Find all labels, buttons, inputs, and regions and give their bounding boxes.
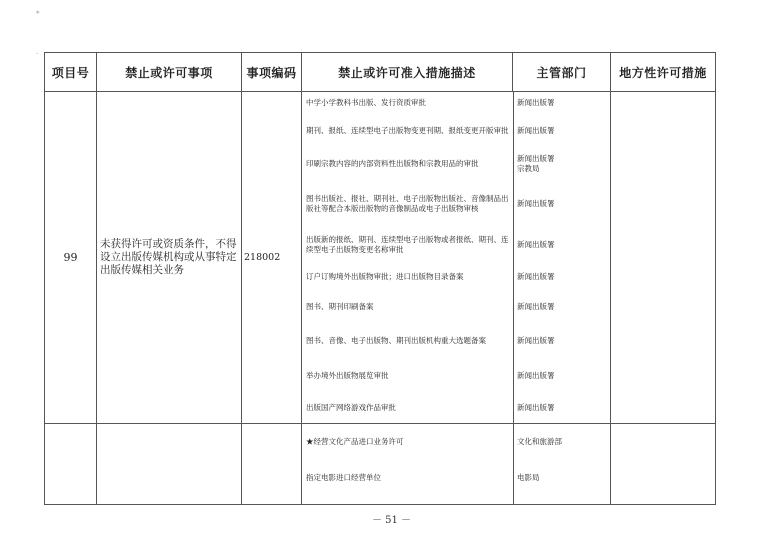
measure-dept: 新闻出版署 — [517, 302, 555, 311]
measure-dept: 电影局 — [517, 473, 540, 482]
measure-row — [302, 147, 610, 181]
measure-dept: 新闻出版署 — [517, 272, 555, 281]
measure-row — [302, 359, 610, 393]
measure-dept: 新闻出版署 — [517, 125, 555, 135]
item-description: 未获得许可或资质条件，不得设立出版传媒机构或从事特定出版传媒相关业务 — [97, 92, 242, 424]
measure-desc: 中学小学教科书出版、发行资质审批 — [306, 98, 426, 107]
local-measures-cell — [611, 92, 716, 424]
measure-dept: 新闻出版署 — [517, 403, 555, 412]
measure-row — [302, 460, 610, 496]
local-measures-cell — [611, 424, 716, 505]
table-row — [45, 92, 716, 424]
measure-desc: 举办境外出版物展览审批 — [306, 371, 389, 380]
measure-dept: 新闻出版署 — [517, 335, 555, 345]
measure-desc: 图书、期刊印刷备案 — [306, 302, 374, 311]
scan-mark: · — [36, 50, 39, 58]
header-department: 主管部门 — [513, 53, 611, 92]
measure-row — [302, 393, 610, 423]
measure-row — [302, 262, 610, 292]
header-measures: 禁止或许可准入措施描述 — [302, 53, 513, 92]
measure-row — [302, 292, 610, 322]
item-code — [242, 424, 302, 505]
measure-desc: 出版国产网络游戏作品审批 — [306, 403, 396, 412]
measure-desc: ★经营文化产品进口业务许可 — [306, 437, 404, 446]
item-number — [45, 424, 97, 505]
measure-dept: 新闻出版署 宗教局 — [517, 154, 555, 173]
measure-row — [302, 181, 610, 227]
measure-desc: 图书、音像、电子出版物、期刊出版机构重大选题备案 — [306, 335, 486, 345]
permit-table — [44, 52, 716, 505]
measure-desc: 订户订购境外出版物审批；进口出版物目录备案 — [306, 272, 464, 281]
measure-desc: 图书出版社、报社、期刊社、电子出版物出版社、音像制品出版社等配合本版出版物的音像制品或电子出版物审核 — [306, 194, 509, 213]
measure-desc: 出版新的报纸、期刊、连续型电子出版物或者报纸、期刊、连续型电子出版物变更名称审批 — [306, 234, 509, 254]
measure-desc: 指定电影进口经营单位 — [306, 473, 381, 482]
measure-desc: 期刊、报纸、连续型电子出版物变更刊期、报纸变更开版审批 — [306, 125, 509, 135]
header-local-measures: 地方性许可措施 — [611, 53, 716, 92]
measure-dept: 文化和旅游部 — [517, 437, 562, 446]
measure-desc: 印刷宗教内容的内部资料性出版物和宗教用品的审批 — [306, 159, 479, 168]
item-code: 218002 — [242, 92, 302, 424]
header-item-name: 禁止或许可事项 — [97, 53, 242, 92]
measure-row — [302, 322, 610, 359]
measure-row — [302, 227, 610, 262]
measure-dept: 新闻出版署 — [517, 239, 555, 249]
table-row — [45, 424, 716, 505]
measure-row — [302, 92, 610, 114]
measures-cell — [302, 92, 611, 424]
measures-cell — [302, 424, 611, 505]
measure-row — [302, 114, 610, 147]
measure-dept: 新闻出版署 — [517, 199, 555, 208]
page-number: － 51 － — [371, 515, 412, 526]
table-header-row — [45, 53, 716, 92]
item-description — [97, 424, 242, 505]
measure-row — [302, 424, 610, 460]
item-number: 99 — [45, 92, 97, 424]
scan-mark: * — [36, 10, 40, 18]
measure-dept: 新闻出版署 — [517, 371, 555, 380]
header-item-no: 项目号 — [45, 53, 97, 92]
header-item-code: 事项编码 — [242, 53, 302, 92]
measure-dept: 新闻出版署 — [517, 98, 555, 107]
